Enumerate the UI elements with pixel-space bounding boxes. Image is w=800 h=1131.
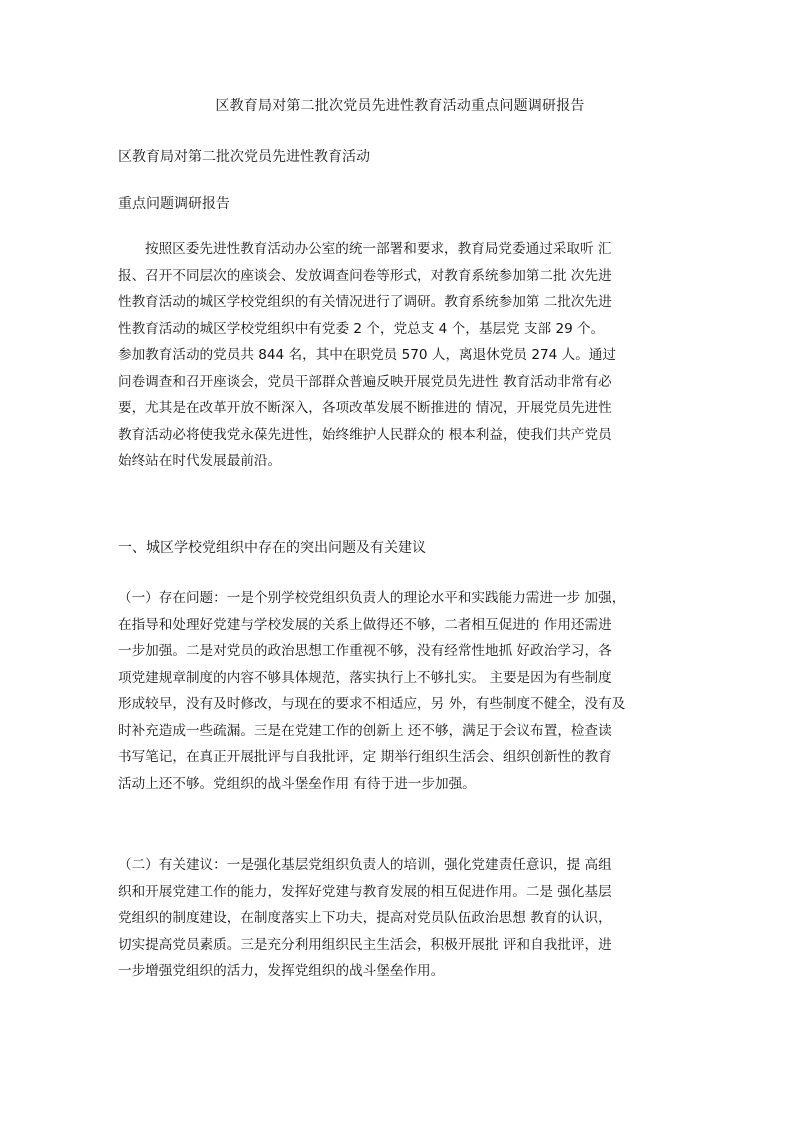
problems-line: 书写笔记，在真正开展批评与自我批评，定 期举行组织生活会、组织创新性的教育 [118,749,612,765]
intro-line: 教育活动必将使我党永葆先进性，始终维护人民群众的 根本利益，使我们共产党员 [118,426,612,443]
intro-line: 始终站在时代发展最前沿。 [118,453,282,469]
suggestions-line: 党组织的制度建设，在制度落实上下功夫，提高对党员队伍政治思想 教育的认识， [118,910,612,926]
suggestions-line: 切实提高党员素质。三是充分利用组织民主生活会，积极开展批 评和自我批评，进 [118,936,612,953]
intro-line: 问卷调查和召开座谈会，党员干部群众普遍反映开展党员先进性 教育活动非常有必 [118,373,612,390]
suggestions-line: （二）有关建议：一是强化基层党组织负责人的培训，强化党建责任意识，提 高组 [118,857,612,873]
intro-line: 参加教育活动的党员共 844 名，其中在职党员 570 人，离退休党员 274 人。通过 [118,347,616,363]
heading-line-1: 区教育局对第二批次党员先进性教育活动 [118,149,370,165]
problems-line: （一）存在问题：一是个别学校党组织负责人的理论水平和实践能力需进一步 加强， [118,590,626,606]
intro-line: 性教育活动的城区学校党组织中有党委 2 个，党总支 4 个，基层党 支部 29 个。 [118,320,605,337]
problems-paragraph [118,585,680,797]
section-1-heading: 一、城区学校党组织中存在的突出问题及有关建议 [118,540,426,556]
problems-line: 形成较早，没有及时修改，与现在的要求不相适应，另 外，有些制度不健全，没有及 [118,696,626,712]
intro-line: 按照区委先进性教育活动办公室的统一部署和要求，教育局党委通过采取听 汇 [145,241,612,257]
suggestions-paragraph [118,852,680,985]
intro-line: 性教育活动的城区学校党组织的有关情况进行了调研。教育系统参加第 二批次先进 [118,294,612,310]
suggestions-line: 一步增强党组织的活力，发挥党组织的战斗堡垒作用。 [118,963,445,979]
problems-line: 活动上还不够。党组织的战斗堡垒作用 有待于进一步加强。 [118,775,476,792]
heading-line-2: 重点问题调研报告 [118,196,230,212]
document-title: 区教育局对第二批次党员先进性教育活动重点问题调研报告 [215,98,585,114]
intro-paragraph [118,236,680,475]
problems-line: 时补充造成一些疏漏。三是在党建工作的创新上 还不够，满足于会议布置，检查读 [118,722,612,739]
problems-line: 一步加强。二是对党员的政治思想工作重视不够，没有经常性地抓 好政治学习，各 [118,643,612,659]
problems-line: 项党建规章制度的内容不够具体规范，落实执行上不够扎实。 主要是因为有些制度 [118,669,612,686]
intro-line: 要，尤其是在改革开放不断深入，各项改革发展不断推进的 情况，开展党员先进性 [118,400,612,416]
problems-line: 在指导和处理好党建与学校发展的关系上做得还不够，二者相互促进的 作用还需进 [118,616,612,633]
intro-line: 报、召开不同层次的座谈会、发放调查问卷等形式，对教育系统参加第二批 次先进 [118,267,612,284]
suggestions-line: 织和开展党建工作的能力，发挥好党建与教育发展的相互促进作用。二是 强化基层 [118,883,612,900]
